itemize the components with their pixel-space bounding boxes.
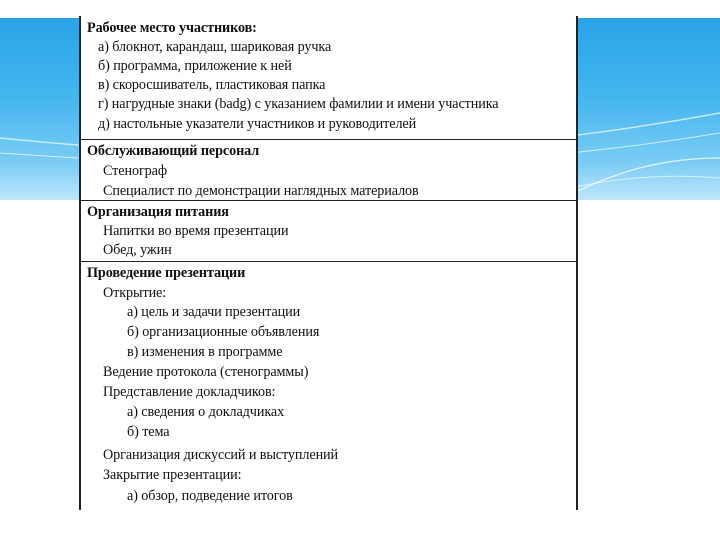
list-item: Напитки во время презентации <box>103 223 289 239</box>
list-item: Ведение протокола (стенограммы) <box>103 364 309 380</box>
list-item: г) нагрудные знаки (badg) с указанием фамилии и имени участника <box>98 96 499 112</box>
list-item: б) организационные объявления <box>127 324 320 340</box>
section-divider <box>81 200 576 201</box>
list-item: а) сведения о докладчиках <box>127 404 285 420</box>
list-item: б) программа, приложение к ней <box>98 58 292 74</box>
list-item: а) обзор, подведение итогов <box>127 488 293 504</box>
list-item: Стенограф <box>103 163 167 179</box>
section-heading-catering: Организация питания <box>87 204 229 220</box>
section-heading-presentation: Проведение презентации <box>87 265 246 281</box>
list-item: Открытие: <box>103 285 167 301</box>
section-heading-participants-workplace: Рабочее место участников: <box>87 20 257 36</box>
list-item: в) изменения в программе <box>127 344 283 360</box>
list-item: Закрытие презентации: <box>103 467 242 483</box>
list-item: б) тема <box>127 424 170 440</box>
list-item: Представление докладчиков: <box>103 384 276 400</box>
list-item: а) блокнот, карандаш, шариковая ручка <box>98 39 332 55</box>
list-item: а) цель и задачи презентации <box>127 304 301 320</box>
section-heading-service-staff: Обслуживающий персонал <box>87 143 260 159</box>
list-item: Обед, ужин <box>103 242 172 258</box>
section-divider <box>81 261 576 262</box>
list-item: Организация дискуссий и выступлений <box>103 447 339 463</box>
list-item: д) настольные указатели участников и руководителей <box>98 116 417 132</box>
scanned-document-table <box>79 16 578 510</box>
section-divider <box>81 139 576 140</box>
list-item: в) скоросшиватель, пластиковая папка <box>98 77 326 93</box>
list-item: Специалист по демонстрации наглядных материалов <box>103 183 419 199</box>
